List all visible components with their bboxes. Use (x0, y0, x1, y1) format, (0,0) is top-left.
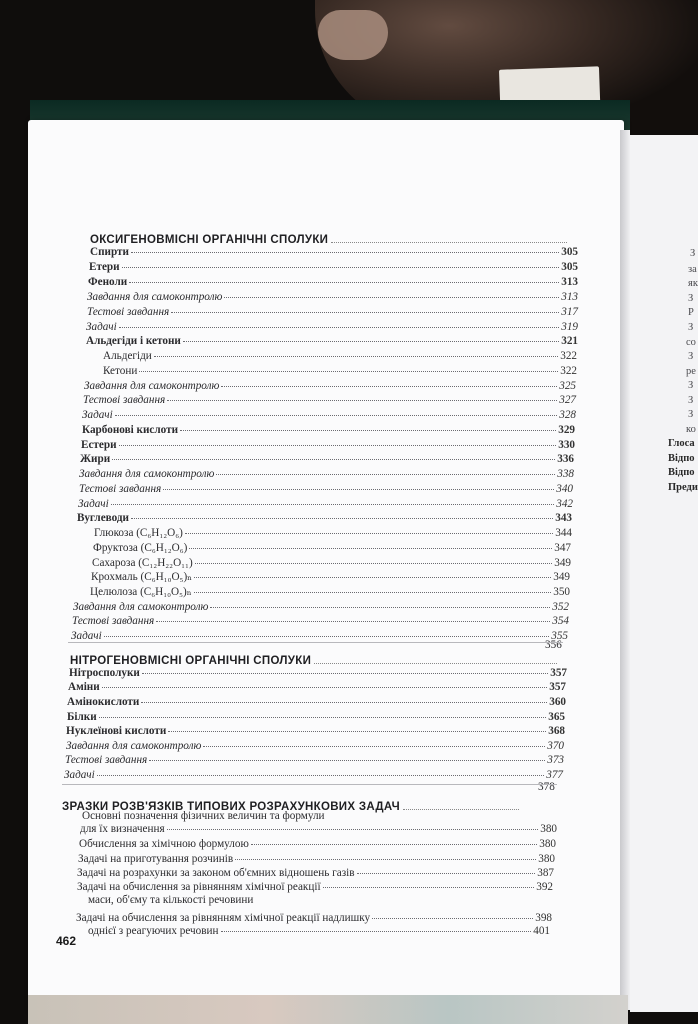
toc-entry[interactable]: Вуглеводи 343 (77, 512, 572, 524)
toc-entry[interactable]: Завдання для самоконтролю 313 (87, 291, 578, 303)
toc-entry[interactable]: Феноли 313 (88, 276, 578, 288)
toc-entry[interactable]: однієї з реагуючих речовин 401 (88, 925, 550, 937)
section-heading-tasks: ЗРАЗКИ РОЗВ'ЯЗКІВ ТИПОВИХ РОЗРАХУНКОВИХ ЗАДАЧ (62, 801, 522, 813)
right-page-text: ре (686, 366, 696, 377)
toc-entry[interactable]: Амінокислоти 360 (67, 696, 566, 708)
toc-entry[interactable]: Крохмаль (C₆H₁₀O₅)ₙ 349 (91, 571, 570, 583)
toc-entry[interactable]: Спирти 305 (90, 246, 578, 258)
right-page-text: Преди (668, 482, 698, 493)
toc-entry[interactable]: Жири 336 (80, 453, 574, 465)
section-heading-oxygen: ОКСИГЕНОВМІСНІ ОРГАНІЧНІ СПОЛУКИ (90, 234, 570, 246)
toc-entry[interactable]: Обчислення за хімічною формулою 380 (79, 838, 556, 850)
right-page-text: Глоса (668, 438, 695, 449)
right-page-text: як (688, 278, 698, 289)
toc-entry[interactable]: Альдегіди 322 (103, 350, 577, 362)
right-page-text: З (688, 380, 694, 391)
toc-entry[interactable]: Задачі на розрахунки за законом об'ємних відношень газів 387 (77, 867, 554, 879)
right-page-text: за (688, 264, 697, 275)
section-divider (68, 642, 563, 643)
right-page-text: Відпо (668, 467, 695, 478)
toc-entry[interactable]: Тестові завдання 373 (65, 754, 564, 766)
toc-entry[interactable]: Білки 365 (67, 711, 565, 723)
right-page-text: ко (686, 424, 696, 435)
toc-entry[interactable]: Задачі 342 (78, 498, 573, 510)
section-trailing-page: 378 (538, 781, 555, 793)
right-page-text: З (688, 351, 694, 362)
toc-entry[interactable]: Задачі на обчислення за рівнянням хімічної реакції надлишку 398 (76, 912, 552, 924)
toc-entry[interactable]: Глюкоза (C₆H₁₂O₆) 344 (94, 527, 572, 539)
toc-entry-line2[interactable]: маси, об'єму та кількості речовини (88, 894, 254, 906)
toc-entry[interactable]: Альдегіди і кетони 321 (86, 335, 578, 347)
right-page-text: З (688, 395, 694, 406)
toc-entry[interactable]: Етери 305 (89, 261, 578, 273)
toc-entry[interactable]: Задачі на приготування розчинів 380 (78, 853, 555, 865)
toc-entry[interactable]: для їх визначення 380 (80, 823, 557, 835)
toc-entry[interactable]: Завдання для самоконтролю 352 (73, 601, 569, 613)
toc-entry[interactable]: Сахароза (C₁₂H₂₂O₁₁) 349 (92, 557, 571, 569)
toc-entry[interactable]: Целюлоза (C₆H₁₀O₅)ₙ 350 (90, 586, 570, 598)
toc-entry[interactable]: Фруктоза (C₆H₁₂O₆) 347 (93, 542, 571, 554)
toc-entry-line1[interactable]: Основні позначення фізичних величин та формули (82, 810, 325, 822)
right-page-text: З (690, 248, 696, 259)
right-page-text: Р (688, 307, 694, 318)
toc-entry[interactable]: Завдання для самоконтролю 325 (84, 380, 576, 392)
section-divider (62, 784, 557, 785)
toc-entry[interactable]: Аміни 357 (68, 681, 566, 693)
toc-entry[interactable]: Карбонові кислоти 329 (82, 424, 575, 436)
right-page-text: З (688, 409, 694, 420)
right-page-text: З (688, 322, 694, 333)
toc-entry[interactable]: Тестові завдання 317 (87, 306, 578, 318)
toc-entry[interactable]: Нуклеїнові кислоти 368 (66, 725, 565, 737)
page-number: 462 (56, 934, 77, 948)
toc-entry[interactable]: Тестові завдання 354 (72, 615, 569, 627)
toc-entry[interactable]: Кетони 322 (103, 365, 577, 377)
toc-entry[interactable]: Задачі на обчислення за рівнянням хімічної реакції 392 (77, 881, 553, 893)
right-page-text: со (686, 337, 696, 348)
toc-entry[interactable]: Задачі 328 (82, 409, 576, 421)
toc-entry[interactable]: Тестові завдання 327 (83, 394, 576, 406)
section-trailing-page: 356 (545, 639, 562, 651)
toc-entry[interactable]: Тестові завдання 340 (79, 483, 573, 495)
toc-entry[interactable]: Завдання для самоконтролю 370 (66, 740, 564, 752)
toc-entry[interactable]: Завдання для самоконтролю 338 (79, 468, 574, 480)
right-page-text: З (688, 293, 694, 304)
section-heading-nitrogen: НІТРОГЕНОВМІСНІ ОРГАНІЧНІ СПОЛУКИ (70, 655, 560, 667)
right-page-text: Відпо (668, 453, 695, 464)
toc-entry[interactable]: Естери 330 (81, 439, 575, 451)
toc-entry[interactable]: Задачі 377 (64, 769, 563, 781)
toc-entry[interactable]: Задачі 355 (71, 630, 568, 642)
toc-entry[interactable]: Нітросполуки 357 (69, 667, 567, 679)
toc-entry[interactable]: Задачі 319 (86, 321, 578, 333)
